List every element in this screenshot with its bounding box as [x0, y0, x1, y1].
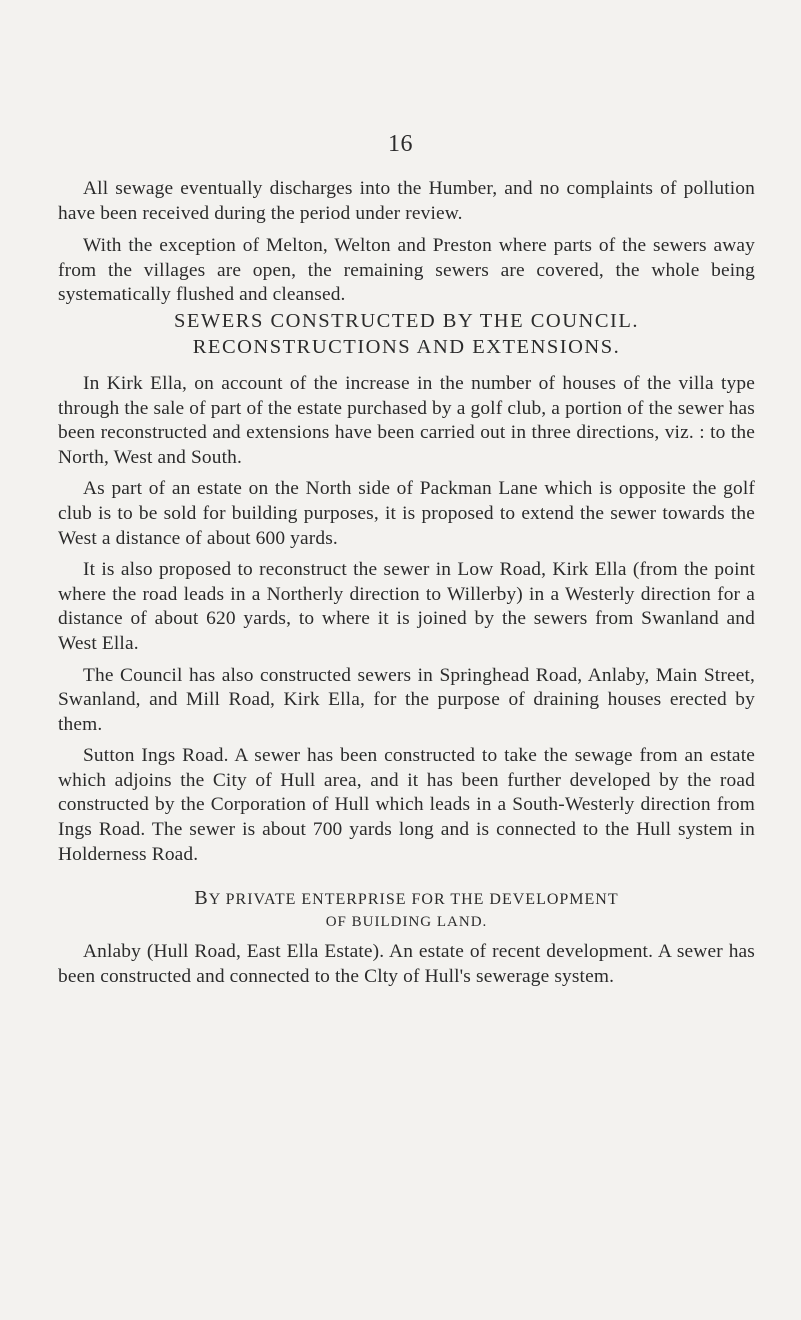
- paragraph-council-sewers: The Council has also constructed sewers in Springhead Road, Anlaby, Main Street, Swanland, and Mill Road, Kirk Ella, for the purpose of draining houses erected by them.: [58, 664, 755, 735]
- paragraph-intro-1: All sewage eventually discharges into the Humber, and no complaints of pollution have been received during the period under review.: [58, 178, 755, 224]
- paragraph-kirk-ella: In Kirk Ella, on account of the increase in the number of houses of the villa type through the sale of part of the estate purchased by a golf club, a portion of the sewer has been reconstructed and extensions have been carried out in three directions, viz. : to the North, West and South.: [58, 372, 755, 468]
- paragraph-packman-lane: As part of an estate on the North side of Packman Lane which is opposite the golf club is to be sold for building purposes, it is proposed to extend the sewer towards the West a distance of about 600 yards.: [58, 478, 755, 549]
- section-subheading: RECONSTRUCTIONS AND EXTENSIONS.: [192, 335, 621, 358]
- private-heading-line-2: OF BUILDING LAND.: [325, 914, 488, 931]
- paragraph-sutton-ings: Sutton Ings Road. A sewer has been constructed to take the sewage from an estate which adjoins the City of Hull area, and it has been further developed by the road constructed by the Corporation of Hull which leads in a South-Westerly direction from Ings Road. The sewer is about 700 yards long and is connected to the Hull system in Holderness Road.: [58, 745, 755, 865]
- page-number: 16: [388, 131, 413, 157]
- paragraph-intro-2: With the exception of Melton, Welton and Preston where parts of the sewers away from the villages are open, the remaining sewers are covered, the whole being systematically flushed and cleansed.: [58, 235, 755, 306]
- section-heading: SEWERS CONSTRUCTED BY THE COUNCIL.: [173, 309, 639, 332]
- page-body: [58, 177, 755, 989]
- private-heading-line-1: Y PRIVATE ENTERPRISE FOR THE DEVELOPMENT: [208, 891, 619, 909]
- paragraph-low-road: It is also proposed to reconstruct the sewer in Low Road, Kirk Ella (from the point where the road leads in a Northerly direction to Willerby) in a Westerly direction for a distance of about 620 yards, to where it is joined by the sewers from Swanland and West Ella.: [58, 559, 755, 654]
- private-enterprise-heading: [58, 888, 755, 932]
- paragraph-anlaby: Anlaby (Hull Road, East Ella Estate). An estate of recent development. A sewer has been constructed and connected to the Clty of Hull's sewerage system.: [58, 941, 755, 987]
- private-heading-initial: B: [194, 887, 209, 910]
